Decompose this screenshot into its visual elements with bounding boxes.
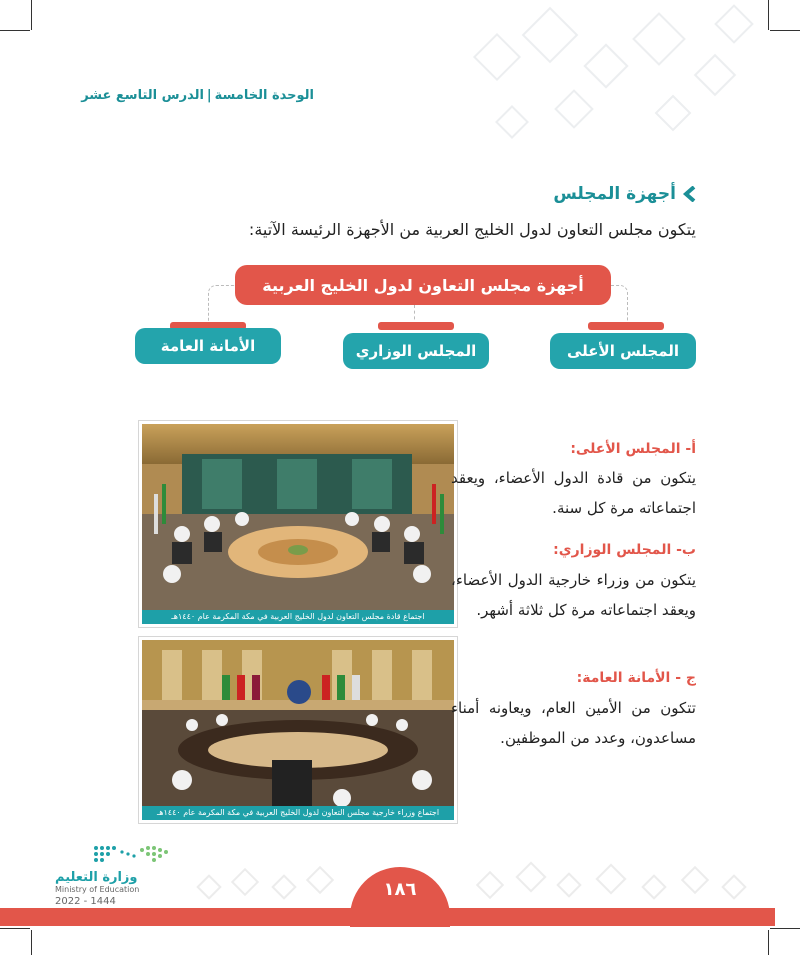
photo-caption: اجتماع وزراء خارجية مجلس التعاون لدول الخليج العربية في مكة المكرمة عام ١٤٤٠هـ xyxy=(142,806,454,820)
crop-mark xyxy=(0,30,30,31)
crop-mark xyxy=(768,930,769,955)
item-heading-supreme-council: أ- المجلس الأعلى: xyxy=(570,441,696,457)
chevron-icon xyxy=(682,186,696,202)
ministry-logo-icon xyxy=(92,842,172,868)
crop-mark xyxy=(770,928,800,929)
connector-line xyxy=(611,285,628,326)
page-header xyxy=(34,88,314,103)
photo-leaders-meeting xyxy=(139,421,457,627)
ministry-name-arabic: وزارة التعليم xyxy=(55,870,138,885)
header-separator: | xyxy=(206,88,212,103)
page-number: ١٨٦ xyxy=(350,867,450,927)
section-intro: يتكون مجلس التعاون لدول الخليج العربية من الأجهزة الرئيسة الآتية: xyxy=(248,220,696,239)
box-tab xyxy=(378,322,454,330)
crop-mark xyxy=(0,928,30,929)
unit-label: الوحدة الخامسة xyxy=(214,88,314,103)
crop-mark xyxy=(31,930,32,955)
meeting-hall-image xyxy=(142,424,454,624)
section-title xyxy=(553,184,696,204)
ministers-meeting-image xyxy=(142,640,454,820)
crop-mark xyxy=(770,30,800,31)
photo-caption: اجتماع قادة مجلس التعاون لدول الخليج العربية في مكة المكرمة عام ١٤٤٠هـ xyxy=(142,610,454,624)
lesson-label: الدرس التاسع عشر xyxy=(81,88,204,103)
box-tab xyxy=(588,322,664,330)
item-heading-general-secretariat: ج - الأمانة العامة: xyxy=(576,670,696,686)
diagram-box-general-secretariat: الأمانة العامة xyxy=(135,328,281,364)
crop-mark xyxy=(768,0,769,30)
item-text-supreme-council: يتكون من قادة الدول الأعضاء، ويعقد اجتماعاته مرة كل سنة. xyxy=(451,469,696,517)
diagram-box-ministerial-council: المجلس الوزاري xyxy=(343,333,489,369)
photo-ministers-meeting xyxy=(139,637,457,823)
ministry-name-english: Ministry of Education xyxy=(55,885,140,894)
connector-line xyxy=(208,285,236,326)
section-title-text: أجهزة المجلس xyxy=(553,184,676,204)
diagram-root-box: أجهزة مجلس التعاون لدول الخليج العربية xyxy=(235,265,611,305)
crop-mark xyxy=(31,0,32,30)
ministry-year: 2022 - 1444 xyxy=(55,896,116,907)
item-heading-ministerial-council: ب- المجلس الوزاري: xyxy=(553,542,696,558)
item-text-general-secretariat: تتكون من الأمين العام، ويعاونه أمناء مساعدون، وعدد من الموظفين. xyxy=(451,699,696,747)
item-text-ministerial-council: يتكون من وزراء خارجية الدول الأعضاء، ويعقد اجتماعاته مرة كل ثلاثة أشهر. xyxy=(451,571,696,619)
diagram-box-supreme-council: المجلس الأعلى xyxy=(550,333,696,369)
